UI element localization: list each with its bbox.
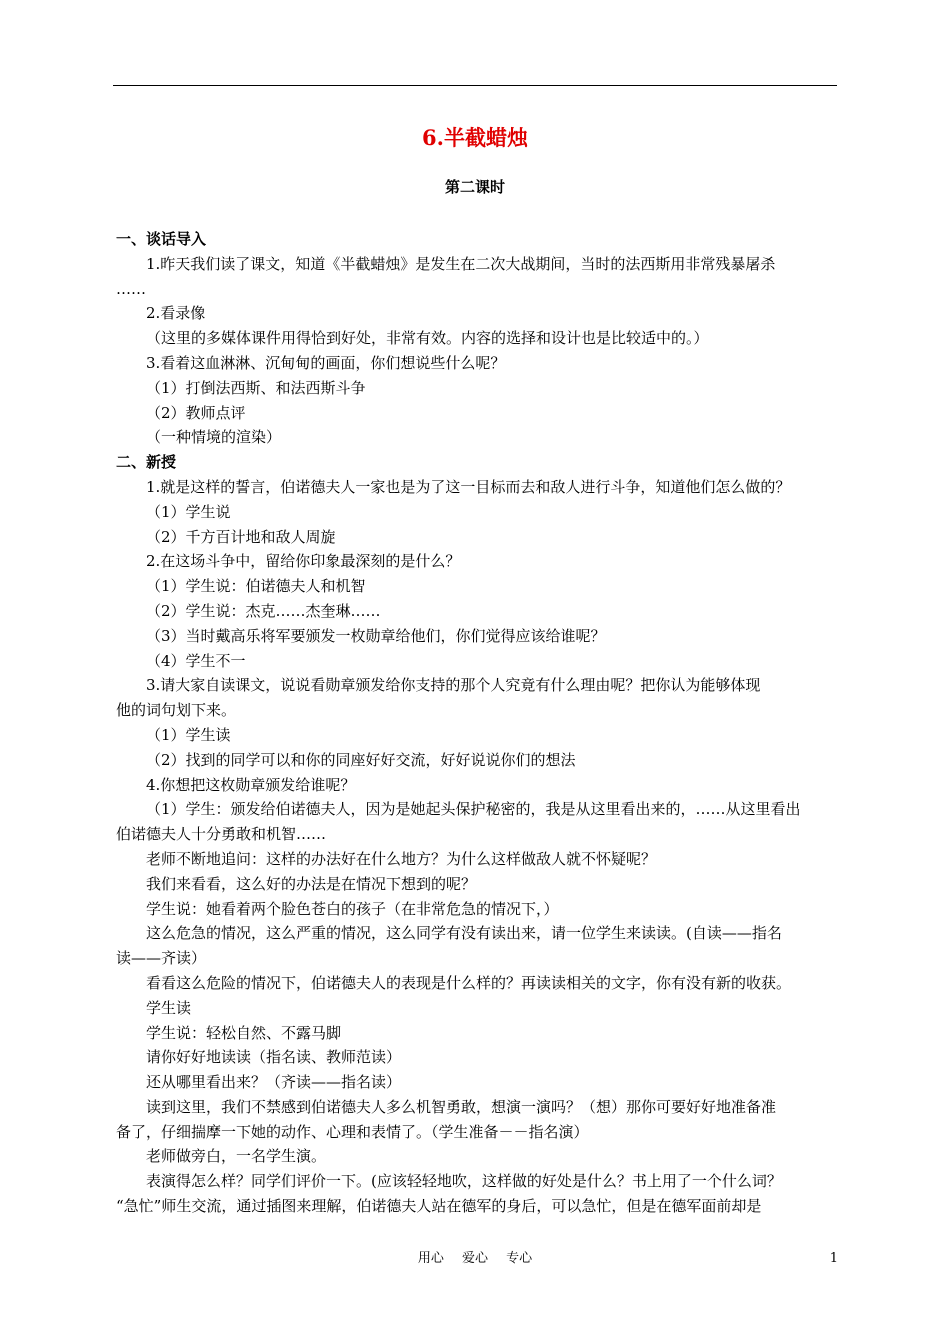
header-rule bbox=[113, 85, 837, 86]
paragraph-line: （1）学生：颁发给伯诺德夫人，因为是她起头保护秘密的，我是从这里看出来的，……从这里看出 bbox=[146, 800, 801, 819]
paragraph-line: （1）学生说：伯诺德夫人和机智 bbox=[146, 577, 366, 596]
paragraph-line: 1.就是这样的誓言，伯诺德夫人一家也是为了这一目标而去和敌人进行斗争，知道他们怎么做的？ bbox=[146, 477, 791, 496]
paragraph-line: 表演得怎么样？同学们评价一下。(应该轻轻地吹，这样做的好处是什么？书上用了一个什么词？ bbox=[146, 1172, 782, 1191]
paragraph-line: 1.昨天我们读了课文，知道《半截蜡烛》是发生在二次大战期间，当时的法西斯用非常残暴屠杀 bbox=[146, 254, 776, 273]
paragraph-line: （1）学生说 bbox=[146, 502, 231, 521]
document-title: 6.半截蜡烛 bbox=[422, 125, 528, 150]
paragraph-line: 3.请大家自读课文，说说看勋章颁发给你支持的那个人究竟有什么理由呢？把你认为能够体现 bbox=[146, 676, 761, 695]
paragraph-line: （3）当时戴高乐将军要颁发一枚勋章给他们，你们觉得应该给谁呢？ bbox=[146, 626, 606, 645]
page-number: 1 bbox=[829, 1251, 838, 1266]
paragraph-line: 读到这里，我们不禁感到伯诺德夫人多么机智勇敢，想演一演吗？（想）那你可要好好地准备准 bbox=[146, 1097, 777, 1116]
paragraph-line: （2）教师点评 bbox=[146, 403, 246, 422]
paragraph-line: 他的词句划下来。 bbox=[116, 701, 237, 720]
paragraph-line: 这么危急的情况，这么严重的情况，这么同学有没有读出来，请一位学生来读读。(自读——指名 bbox=[146, 924, 782, 943]
paragraph-line: “急忙”师生交流，通过插图来理解，伯诺德夫人站在德军的身后，可以急忙，但是在德军面前却是 bbox=[116, 1197, 762, 1216]
paragraph-line: （2）找到的同学可以和你的同座好好交流，好好说说你们的想法 bbox=[146, 750, 576, 769]
paragraph-line: 伯诺德夫人十分勇敢和机智…… bbox=[116, 825, 327, 844]
paragraph-line: 还从哪里看出来？（齐读——指名读） bbox=[146, 1073, 402, 1092]
paragraph-line: （1）学生读 bbox=[146, 725, 231, 744]
paragraph-line: 学生说：她看着两个脸色苍白的孩子（在非常危急的情况下，） bbox=[146, 899, 559, 918]
paragraph-line: 老师做旁白，一名学生演。 bbox=[146, 1147, 327, 1166]
document-subtitle: 第二课时 bbox=[444, 178, 505, 196]
paragraph-line: 2.看录像 bbox=[146, 304, 206, 323]
paragraph-line: 看看这么危险的情况下，伯诺德夫人的表现是什么样的？再读读相关的文字，你有没有新的收获。 bbox=[146, 973, 792, 992]
paragraph-line: 4.你想把这枚勋章颁发给谁呢？ bbox=[146, 775, 356, 794]
paragraph-line: 请你好好地读读（指名读、教师范读） bbox=[146, 1048, 402, 1067]
paragraph-line: 备了，仔细揣摩一下她的动作、心理和表情了。（学生准备－－指名演） bbox=[116, 1122, 589, 1141]
paragraph-line: 老师不断地追问：这样的办法好在什么地方？为什么这样做敌人就不怀疑呢？ bbox=[146, 849, 657, 868]
paragraph-line: （一种情境的渲染） bbox=[146, 428, 282, 447]
section-heading: 一、谈话导入 bbox=[116, 230, 207, 248]
footer-motto: 用心 爱心 专心 bbox=[417, 1251, 533, 1266]
paragraph-line: （2）学生说：杰克……杰奎琳…… bbox=[146, 601, 381, 620]
paragraph-line: （2）千方百计地和敌人周旋 bbox=[146, 527, 336, 546]
paragraph-line: 学生说：轻松自然、不露马脚 bbox=[146, 1023, 342, 1042]
section-heading: 二、新授 bbox=[116, 453, 177, 472]
paragraph-line: …… bbox=[116, 279, 146, 298]
paragraph-line: 3.看着这血淋淋、沉甸甸的画面，你们想说些什么呢？ bbox=[146, 353, 506, 372]
paragraph-line: （1）打倒法西斯、和法西斯斗争 bbox=[146, 378, 366, 397]
document-body bbox=[116, 227, 844, 1219]
paragraph-line: 我们来看看，这么好的办法是在情况下想到的呢？ bbox=[146, 874, 477, 893]
paragraph-line: （这里的多媒体课件用得恰到好处，非常有效。内容的选择和设计也是比较适中的。） bbox=[146, 329, 709, 348]
paragraph-line: （4）学生不一 bbox=[146, 651, 246, 670]
paragraph-line: 学生读 bbox=[146, 998, 192, 1017]
paragraph-line: 读——齐读） bbox=[116, 949, 207, 968]
paragraph-line: 2.在这场斗争中，留给你印象最深刻的是什么？ bbox=[146, 552, 461, 571]
